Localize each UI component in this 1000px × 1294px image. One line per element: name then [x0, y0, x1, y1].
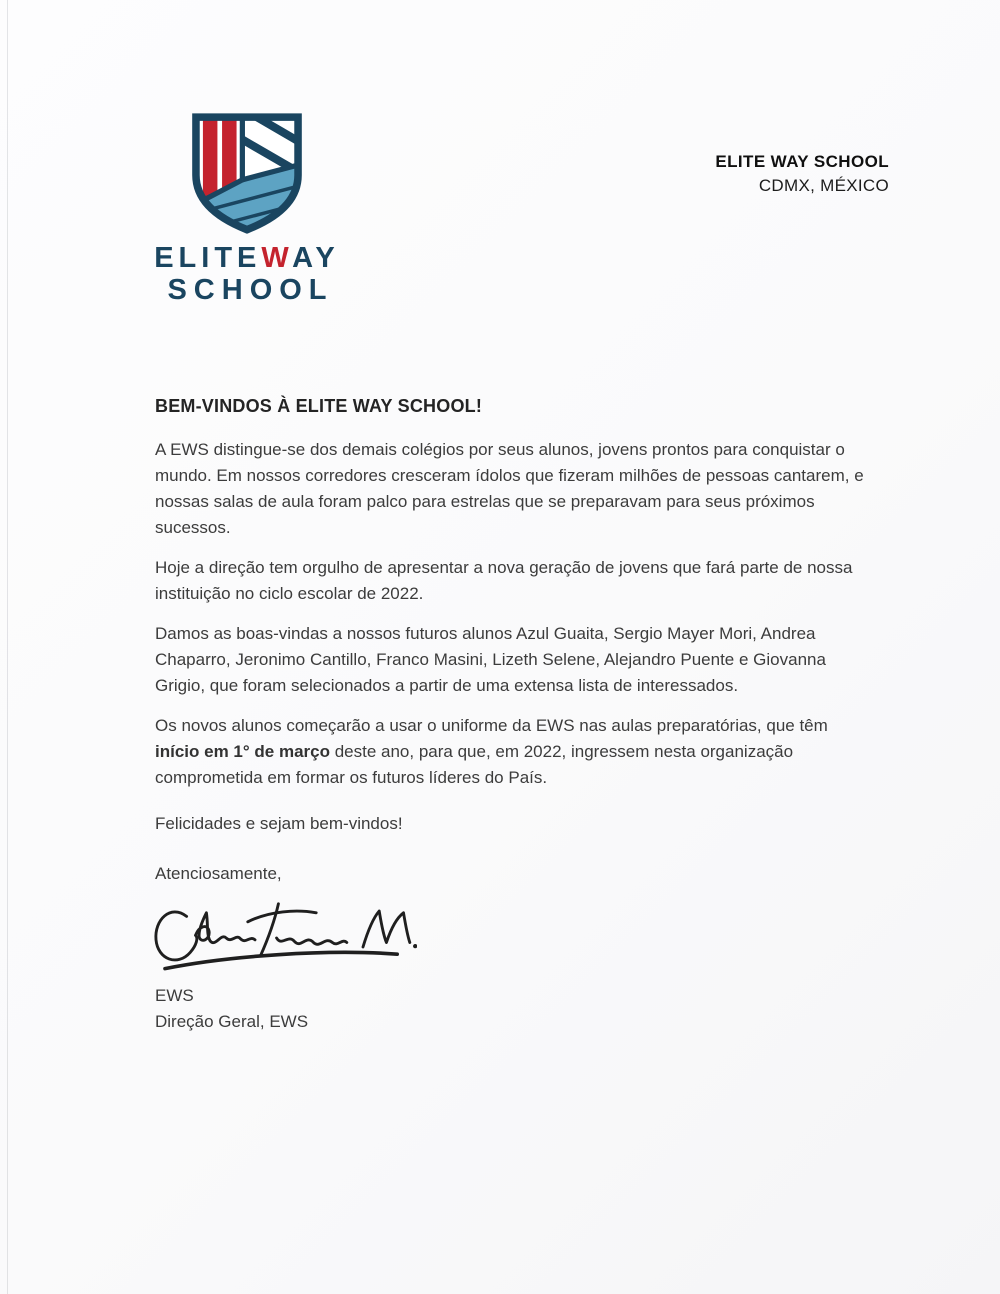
logo-wordmark-line1 — [147, 244, 347, 273]
paragraph-announcement: Hoje a direção tem orgulho de apresentar a nova geração de jovens que fará parte de nossa instituição no ciclo escolar de 2022. — [155, 558, 853, 603]
school-logo — [147, 110, 347, 305]
paragraph-uniform — [155, 713, 870, 791]
handwritten-signature — [147, 893, 417, 983]
signoff-line: Atenciosamente, — [155, 864, 282, 883]
letter-heading: BEM-VINDOS À ELITE WAY SCHOOL! — [155, 396, 483, 416]
letter-body — [0, 396, 1000, 1035]
signature-block — [155, 893, 870, 1035]
signature-role: Direção Geral, EWS — [155, 1012, 309, 1031]
signature-org: EWS — [155, 986, 194, 1005]
closing-line: Felicidades e sejam bem-vindos! — [155, 814, 403, 833]
paragraph-intro: A EWS distingue-se dos demais colégios por seus alunos, jovens prontos para conquistar o mundo. Em nossos corredores cresceram ídolos que fizeram milhões de pessoas cantarem, e nossas salas de aula foram palco para estrelas que se preparavam para seus próximos sucessos. — [155, 440, 864, 537]
letterhead-school-name: ELITE WAY SCHOOL — [715, 152, 889, 171]
shield-crest-icon — [189, 110, 305, 238]
paragraph-uniform-text-end: deste ano, para que, em 2022, ingressem nesta organização comprometida em formar os futuros líderes do País. — [155, 742, 794, 787]
wordmark-ay: AY — [292, 242, 340, 274]
wordmark-elite: ELITE — [154, 242, 262, 274]
wordmark-school: SCHOOL — [167, 274, 334, 306]
letterhead-address-block — [715, 152, 889, 196]
letterhead-location: CDMX, MÉXICO — [758, 176, 889, 195]
letterhead — [0, 0, 1000, 306]
paragraph-students: Damos as boas-vindas a nossos futuros alunos Azul Guaita, Sergio Mayer Mori, Andrea Chaparro, Jeronimo Cantillo, Franco Masini, Lizeth Selene, Alejandro Puente e Giovanna Grigio, que foram selecionados a partir de uma extensa lista de interessados. — [155, 624, 826, 695]
paragraph-uniform-text: Os novos alunos começarão a usar o uniforme da EWS nas aulas preparatórias, que têm — [155, 716, 828, 735]
paragraph-uniform-bold-date: início em 1° de março — [155, 742, 330, 761]
logo-wordmark — [147, 244, 347, 305]
wordmark-w: W — [261, 242, 293, 274]
